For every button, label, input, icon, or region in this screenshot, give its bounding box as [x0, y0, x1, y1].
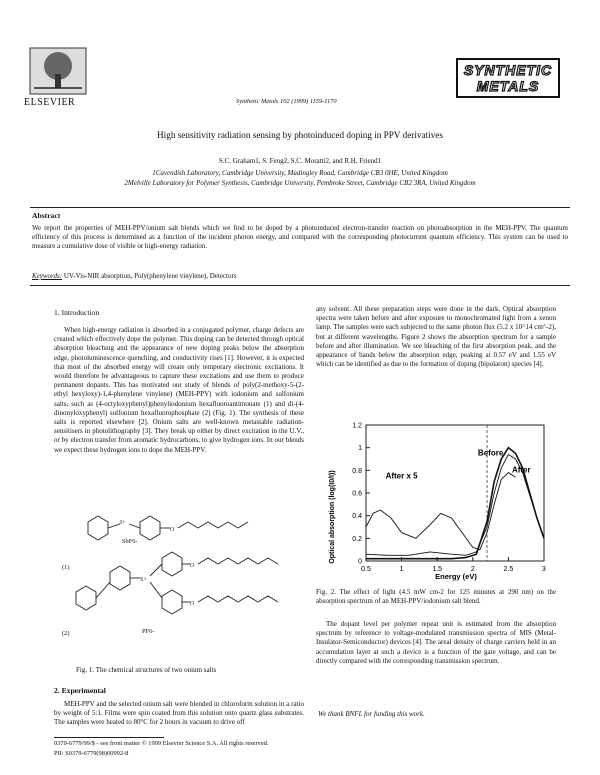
chart-ylabel: Optical absorption (log(I0/I)): [329, 470, 336, 564]
journal-logo-line-1: SYNTHETIC: [463, 62, 553, 78]
figure-2-caption: Fig. 2. The effect of light (4.5 mW cm-2 for 125 minutes at 290 nm) on the absorption spectrum of an MEH-PPV/iodonium salt blend.: [316, 588, 556, 606]
elsevier-tree-icon: [28, 46, 88, 96]
paper-title: High sensitivity radiation sensing by photoinduced doping in PPV derivatives: [157, 130, 443, 140]
svg-text:O: O: [190, 563, 195, 569]
elsevier-logo: [28, 46, 88, 96]
chart-annotation: Before: [477, 448, 504, 458]
series-line-before: [366, 448, 544, 559]
chart-annotation: After x 5: [385, 471, 418, 481]
structure-2-counterion: PF6-: [142, 628, 155, 635]
keywords-text: UV-Vis-NIR absorption, Poly(phenylene vinylene), Detectors: [63, 272, 237, 280]
structure-1-counterion: SbF6-: [122, 538, 138, 545]
chemical-structure-drawing: [54, 502, 304, 662]
chart-annotation: After: [511, 465, 531, 475]
keywords-label: Keywords:: [32, 272, 63, 280]
right-column-text-1: any solvent. All these preparation steps were done in the dark. Optical absorption spectra were taken before and after exposure to monochromated light from a xenon lamp. The samples were each subjected to the same photon flux (5.2 x 10^14 cm^-2), but at different wavelengths. Figure 2 shows the absorption spectrum for a sample before and after illumination. We see bleaching of the first absorption peak, and the appearance of bands below the absorption edge, peaking at 0.57 eV and 1.55 eV which can be identified as due to the formation of doping (bipolaron) species [4].: [316, 305, 556, 369]
abstract-bottom-rule: [30, 285, 570, 286]
x-tick-label: 1: [399, 566, 404, 573]
keywords-line: [32, 272, 237, 281]
chart-xlabel: Energy (eV): [435, 572, 477, 581]
abstract-text: We report the properties of MEH-PPV/onium salt blends which we find to be doped by a photoinduced electron-transfer reaction on photoabsorption in the MEH-PPV. The quantum efficiency of this process is determined as a function of the incident photon energy, and compared with the corresponding photocurrent quantum efficiency. This system can be used to measure a cumulative dose of visible or high-energy radiation.: [32, 224, 568, 251]
y-tick-label: 1: [358, 445, 362, 453]
figure-1-caption: Fig. 1. The chemical structures of two onium salts: [76, 666, 217, 674]
experimental-text: MEH-PPV and the selected onium salt were blended in chloroform solution in a ratio by weight of 5:1. Films were spin coated from this solution onto quartz glass substrates. The samples were heated to 80°C for 2 hours in vacuum to drive off: [54, 700, 304, 727]
x-tick-label: 2.5: [503, 566, 514, 573]
x-tick-label: 0.5: [361, 566, 371, 573]
x-tick-label: 3: [542, 566, 546, 573]
journal-logo: [456, 58, 560, 98]
abstract-top-rule: [30, 207, 570, 208]
abstract-heading: Abstract: [32, 211, 61, 220]
y-tick-label: 0.8: [352, 467, 362, 475]
structure-1-label: (1): [62, 564, 70, 571]
y-tick-label: 0.6: [352, 490, 362, 498]
svg-text:O: O: [190, 601, 195, 607]
x-tick-label: 2: [470, 566, 475, 573]
structure-2-label: (2): [62, 630, 70, 637]
y-tick-label: 0.2: [352, 535, 362, 543]
svg-text:O: O: [170, 527, 175, 533]
footer-rule: [54, 737, 164, 738]
footer-line-1: 0379-6779/99/$ - see front matter © 1999 Elsevier Science S.A. All rights reserved.: [54, 740, 269, 747]
y-tick-label: 1.2: [352, 422, 362, 430]
journal-logo-line-2: METALS: [476, 78, 540, 94]
svg-text:I+: I+: [120, 520, 126, 526]
figure-1-structures: [54, 502, 304, 662]
y-tick-label: 0: [358, 558, 362, 566]
footer-line-2: PII: S0379-6779(98)00992-8: [54, 750, 129, 757]
intro-heading: 1. Introduction: [54, 308, 100, 317]
affiliation-2: 2Melville Laboratory for Polymer Synthesis, Cambridge University, Pembroke Street, Cambridge CB2 3RA, United Kingdom: [124, 179, 476, 187]
figure-2-chart: [316, 413, 556, 583]
affiliation-1: 1Cavendish Laboratory, Cambridge University, Madingley Road, Cambridge CB3 0HE, United Kingdom: [152, 169, 448, 177]
y-tick-label: 0.4: [352, 513, 362, 521]
absorption-spectrum-plot: [316, 413, 556, 583]
publisher-name: ELSEVIER: [24, 97, 76, 108]
journal-reference: Synthetic Metals 102 (1999) 1159-1170: [236, 98, 337, 105]
x-tick-label: 1.5: [432, 566, 443, 573]
right-column-text-2: The dopant level per polymer repeat unit is estimated from the absorption spectrum by reference to voltage-modulated transmission spectra of MIS (Metal-Insulator-Semiconductor) devices [4]. The areal density of charge carriers held in an accumulation layer at such a device is a function of the gate voltage, and can be directly compared with the corresponding transmission spectrum.: [316, 620, 556, 665]
intro-text: When high-energy radiation is absorbed in a conjugated polymer, charge defects are created which effectively dope the polymer. This doping can be detected through optical absorption bleaching and the appearance of new doping peaks below the absorption edge, photoluminescence quenching, and conductivity rises [1]. However, it is expected that most of the absorbed energy will create only temporary electronic excitations. It would therefore be advantageous to capture these excitations and use them to produce permanent dopants. This has motivated our study of blends of poly(2-methoxy-5-(2-ethyl hexyloxy)-1,4-phenylene vinylene) (MEH-PPV) with iodonium and sulfonium salts, such as (4-octyloxyphenyl)phenyliodonium hexafluoroantimonate (1) and di-(4-dinonyloxyphenyl) sulfonium hexafluorophosphate (2) (Fig. 1). The synthesis of these salts is reported elsewhere [2]. Onium salts are well-known metastable radiation-sensitisers in photolithography [3]. They break up either by direct excitation in the U.V., or by electron transfer from aromatic hydrocarbons, to give hydrogen ions. In our blends we expect these hydrogen ions to dope the MEH-PPV.: [54, 326, 304, 454]
chart-frame: [366, 425, 544, 561]
experimental-heading: 2. Experimental: [54, 686, 106, 695]
acknowledgement: We thank BNFL for funding this work.: [318, 710, 425, 718]
svg-text:S+: S+: [140, 577, 147, 583]
paper-authors: S.C. Graham1, S. Feng2, S.C. Moratti2, and R.H. Friend1: [218, 157, 382, 165]
